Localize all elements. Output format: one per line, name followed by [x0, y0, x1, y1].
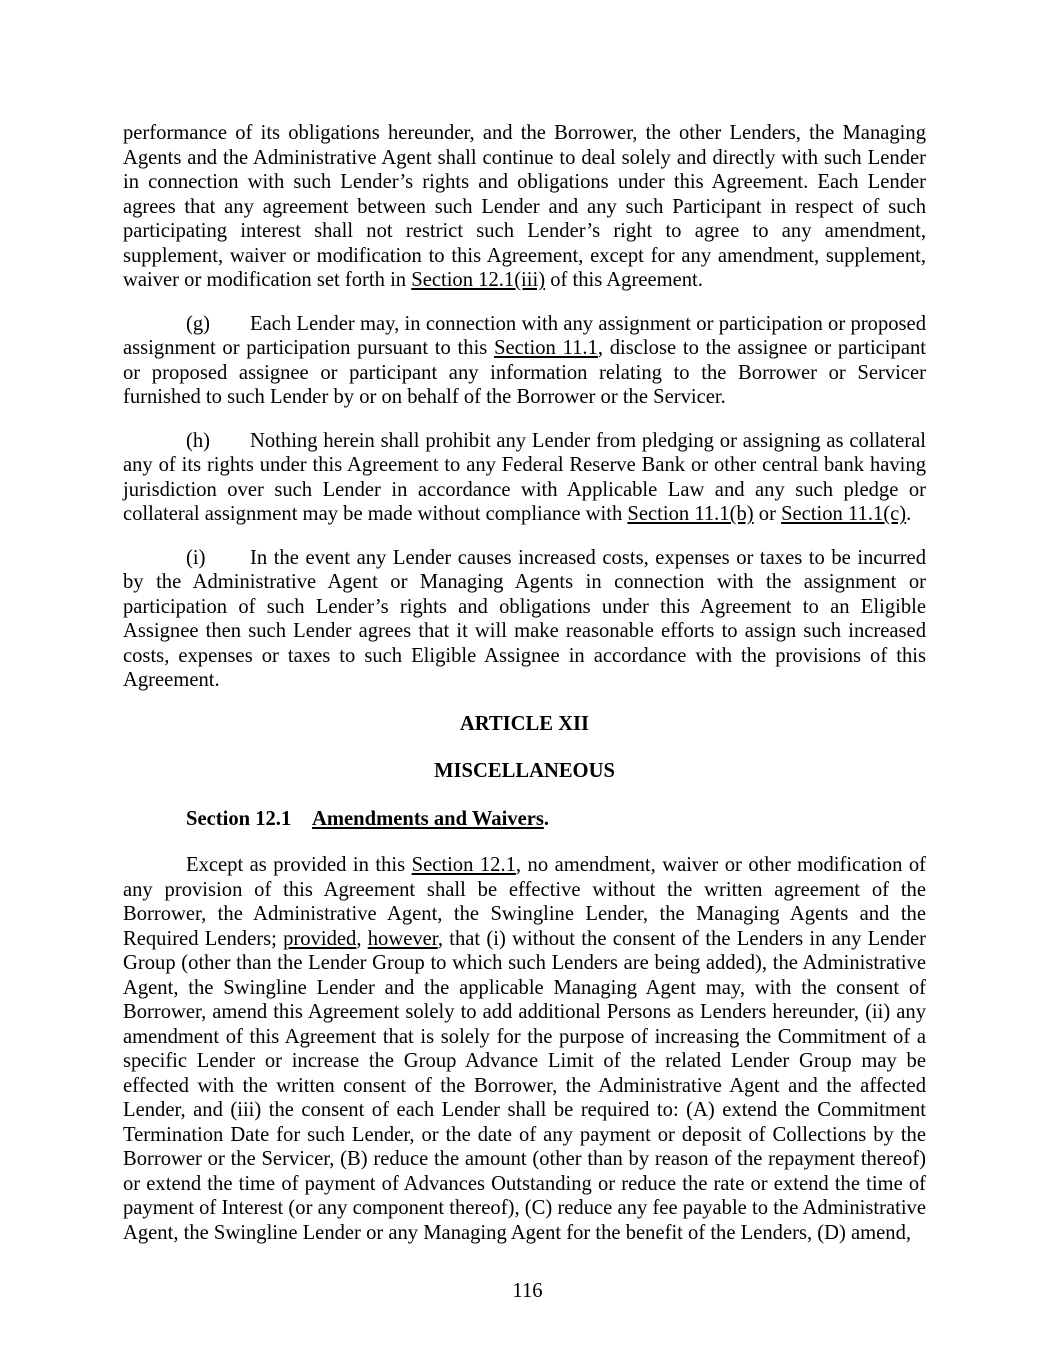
section-heading — [123, 807, 926, 832]
text-run: MISCELLANEOUS — [434, 760, 615, 782]
paragraph-label-g: (g) — [186, 312, 211, 335]
text-run: Except as provided in this — [186, 854, 412, 876]
section-reference: Section 11.1(c) — [781, 503, 907, 525]
section-heading-title: Amendments and Waivers — [312, 807, 544, 830]
text-run: In the event any Lender causes increased costs, expenses or taxes to be incurred by the Administrative Agent or Managing Agents in connection with the assignment or participation of such Lender’s rights and obligations under this Agreement to an Eligible Assignee then such Lender agrees that it will make reasonable efforts to assign such increased costs, expenses or taxes to such Eligible Assignee in accordance with the provisions of this Agreement. — [123, 546, 926, 691]
section-heading-number: Section 12.1 — [186, 807, 292, 830]
paragraph-g — [123, 312, 926, 410]
text-run: , that (i) without the consent of the Lenders in any Lender Group (other than the Lender Group to which such Lenders are being added), the Administrative Agent, the Swingline Lender and the applicable Managing Agent may, with the consent of Borrower, amend this Agreement solely to add additional Persons as Lenders hereunder, (ii) any amendment of this Agreement that is solely for the purpose of increasing the Commitment of a specific Lender or increase the Group Advance Limit of the related Lender Group may be effected with the written consent of the Borrower, the Administrative Agent and the affected Lender, and (iii) the consent of each Lender shall be required to: (A) extend the Commitment Termination Date for such Lender, or the date of any payment or deposit of Collections by the Borrower or the Servicer, (B) reduce the amount (other than by reason of the repayment thereof) or extend the time of payment of Advances Outstanding or reduce the rate or extend the time of payment of Interest (or any component thereof), (C) reduce any fee payable to the Administrative Agent, the Swingline Lender or any Managing Agent for the benefit of the Lenders, (D) amend, — [123, 927, 926, 1244]
section-reference: Section 11.1 — [494, 337, 598, 359]
text-run: , no amendment, waiver or other modification of any provision of this Agreement shall be effective without the written agreement of the Borrower, the Administrative Agent, the Swingline Lender, the Managing Agents and the Required Lenders; — [123, 854, 926, 950]
text-run: Each Lender may, in connection with any assignment or participation or proposed assignment or participation pursuant to this — [123, 312, 926, 359]
document-body — [123, 121, 926, 1245]
defined-term-proviso: provided — [283, 927, 357, 950]
paragraph-i — [123, 546, 926, 693]
page-number: 116 — [512, 1280, 543, 1302]
article-heading — [123, 712, 926, 737]
text-run: or — [753, 503, 782, 525]
section-reference: Section 12.1 — [411, 854, 516, 876]
section-reference: Section 11.1(b) — [627, 503, 754, 525]
defined-term-proviso: however — [367, 927, 438, 950]
paragraph-section-12-1 — [123, 853, 926, 1245]
text-run: . — [543, 807, 550, 830]
text-run: performance of its obligations hereunder, and the Borrower, the other Lenders, the Managing Agents and the Administrative Agent shall continue to deal solely and directly with such Lender in connection with such Lender’s rights and obligations under this Agreement. Each Lender agrees that any agreement between such Lender and any such Participant in respect of such participating interest shall not restrict such Lender’s right to agree to any amendment, supplement, waiver or modification to this Agreement, except for any amendment, supplement, waiver or modification set forth in — [123, 122, 926, 291]
text-run: Nothing herein shall prohibit any Lender from pledging or assigning as collateral any of its rights under this Agreement to any Federal Reserve Bank or other central bank having jurisdiction over such Lender in accordance with Applicable Law and any such pledge or collateral assignment may be made without compliance with — [123, 429, 926, 525]
paragraph-h — [123, 429, 926, 527]
text-run: . — [906, 503, 912, 525]
text-run: of this Agreement. — [545, 269, 703, 291]
text-run: , — [356, 927, 368, 950]
paragraph-label-h: (h) — [186, 429, 211, 452]
article-subheading — [123, 759, 926, 784]
text-run: ARTICLE XII — [459, 712, 590, 735]
paragraph-continuation — [123, 121, 926, 293]
section-reference: Section 12.1(iii) — [411, 269, 546, 291]
paragraph-label-i: (i) — [186, 546, 206, 569]
text-run: , disclose to the assignee or participant or proposed assignee or participant any information relating to the Borrower or Servicer furnished to such Lender by or on behalf of the Borrower or the Servicer. — [123, 337, 926, 408]
